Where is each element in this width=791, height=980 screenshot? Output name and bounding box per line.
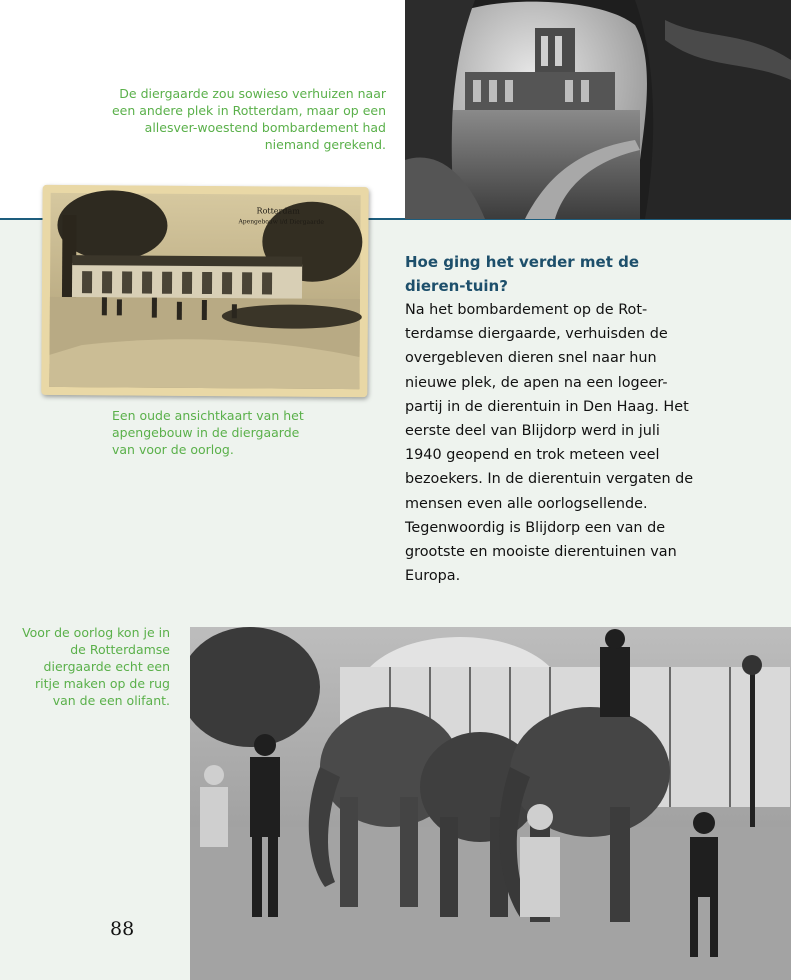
ruin-photo [405,0,791,219]
postcard-image [41,185,368,397]
article-heading: Hoe ging het verder met de dieren-tuin? [405,253,640,295]
postcard-title: Rotterdam [256,206,300,216]
caption-ruin: De diergaarde zou sowieso verhuizen naar een andere plek in Rotterdam, maar op een allesver-woestend bombardement had niemand gerekend. [111,86,386,152]
page-number: 88 [110,918,135,940]
caption-postcard: Een oude ansichtkaart van het apengebouw in de diergaarde van voor de oorlog. [112,408,304,457]
article [405,250,695,588]
elephants-photo [190,627,791,980]
postcard-subtitle: Apengebouw i/d Diergaarde [238,218,324,226]
caption-elephants: Voor de oorlog kon je in de Rotterdamse diergaarde echt een ritje maken op de rug van de een olifant. [22,625,170,708]
article-body: Na het bombardement op de Rot-terdamse diergaarde, verhuisden de overgebleven dieren snel naar hun nieuwe plek, de apen na een logeer-partij in de dierentuin in Den Haag. Het eerste deel van Blijdorp werd in juli 1940 geopend en trok meteen veel bezoekers. In de dierentuin vergaten de mensen even alle oorlogsellende. Tegenwoordig is Blijdorp een van de grootste en mooiste dierentuinen van Europa. [405,302,694,585]
